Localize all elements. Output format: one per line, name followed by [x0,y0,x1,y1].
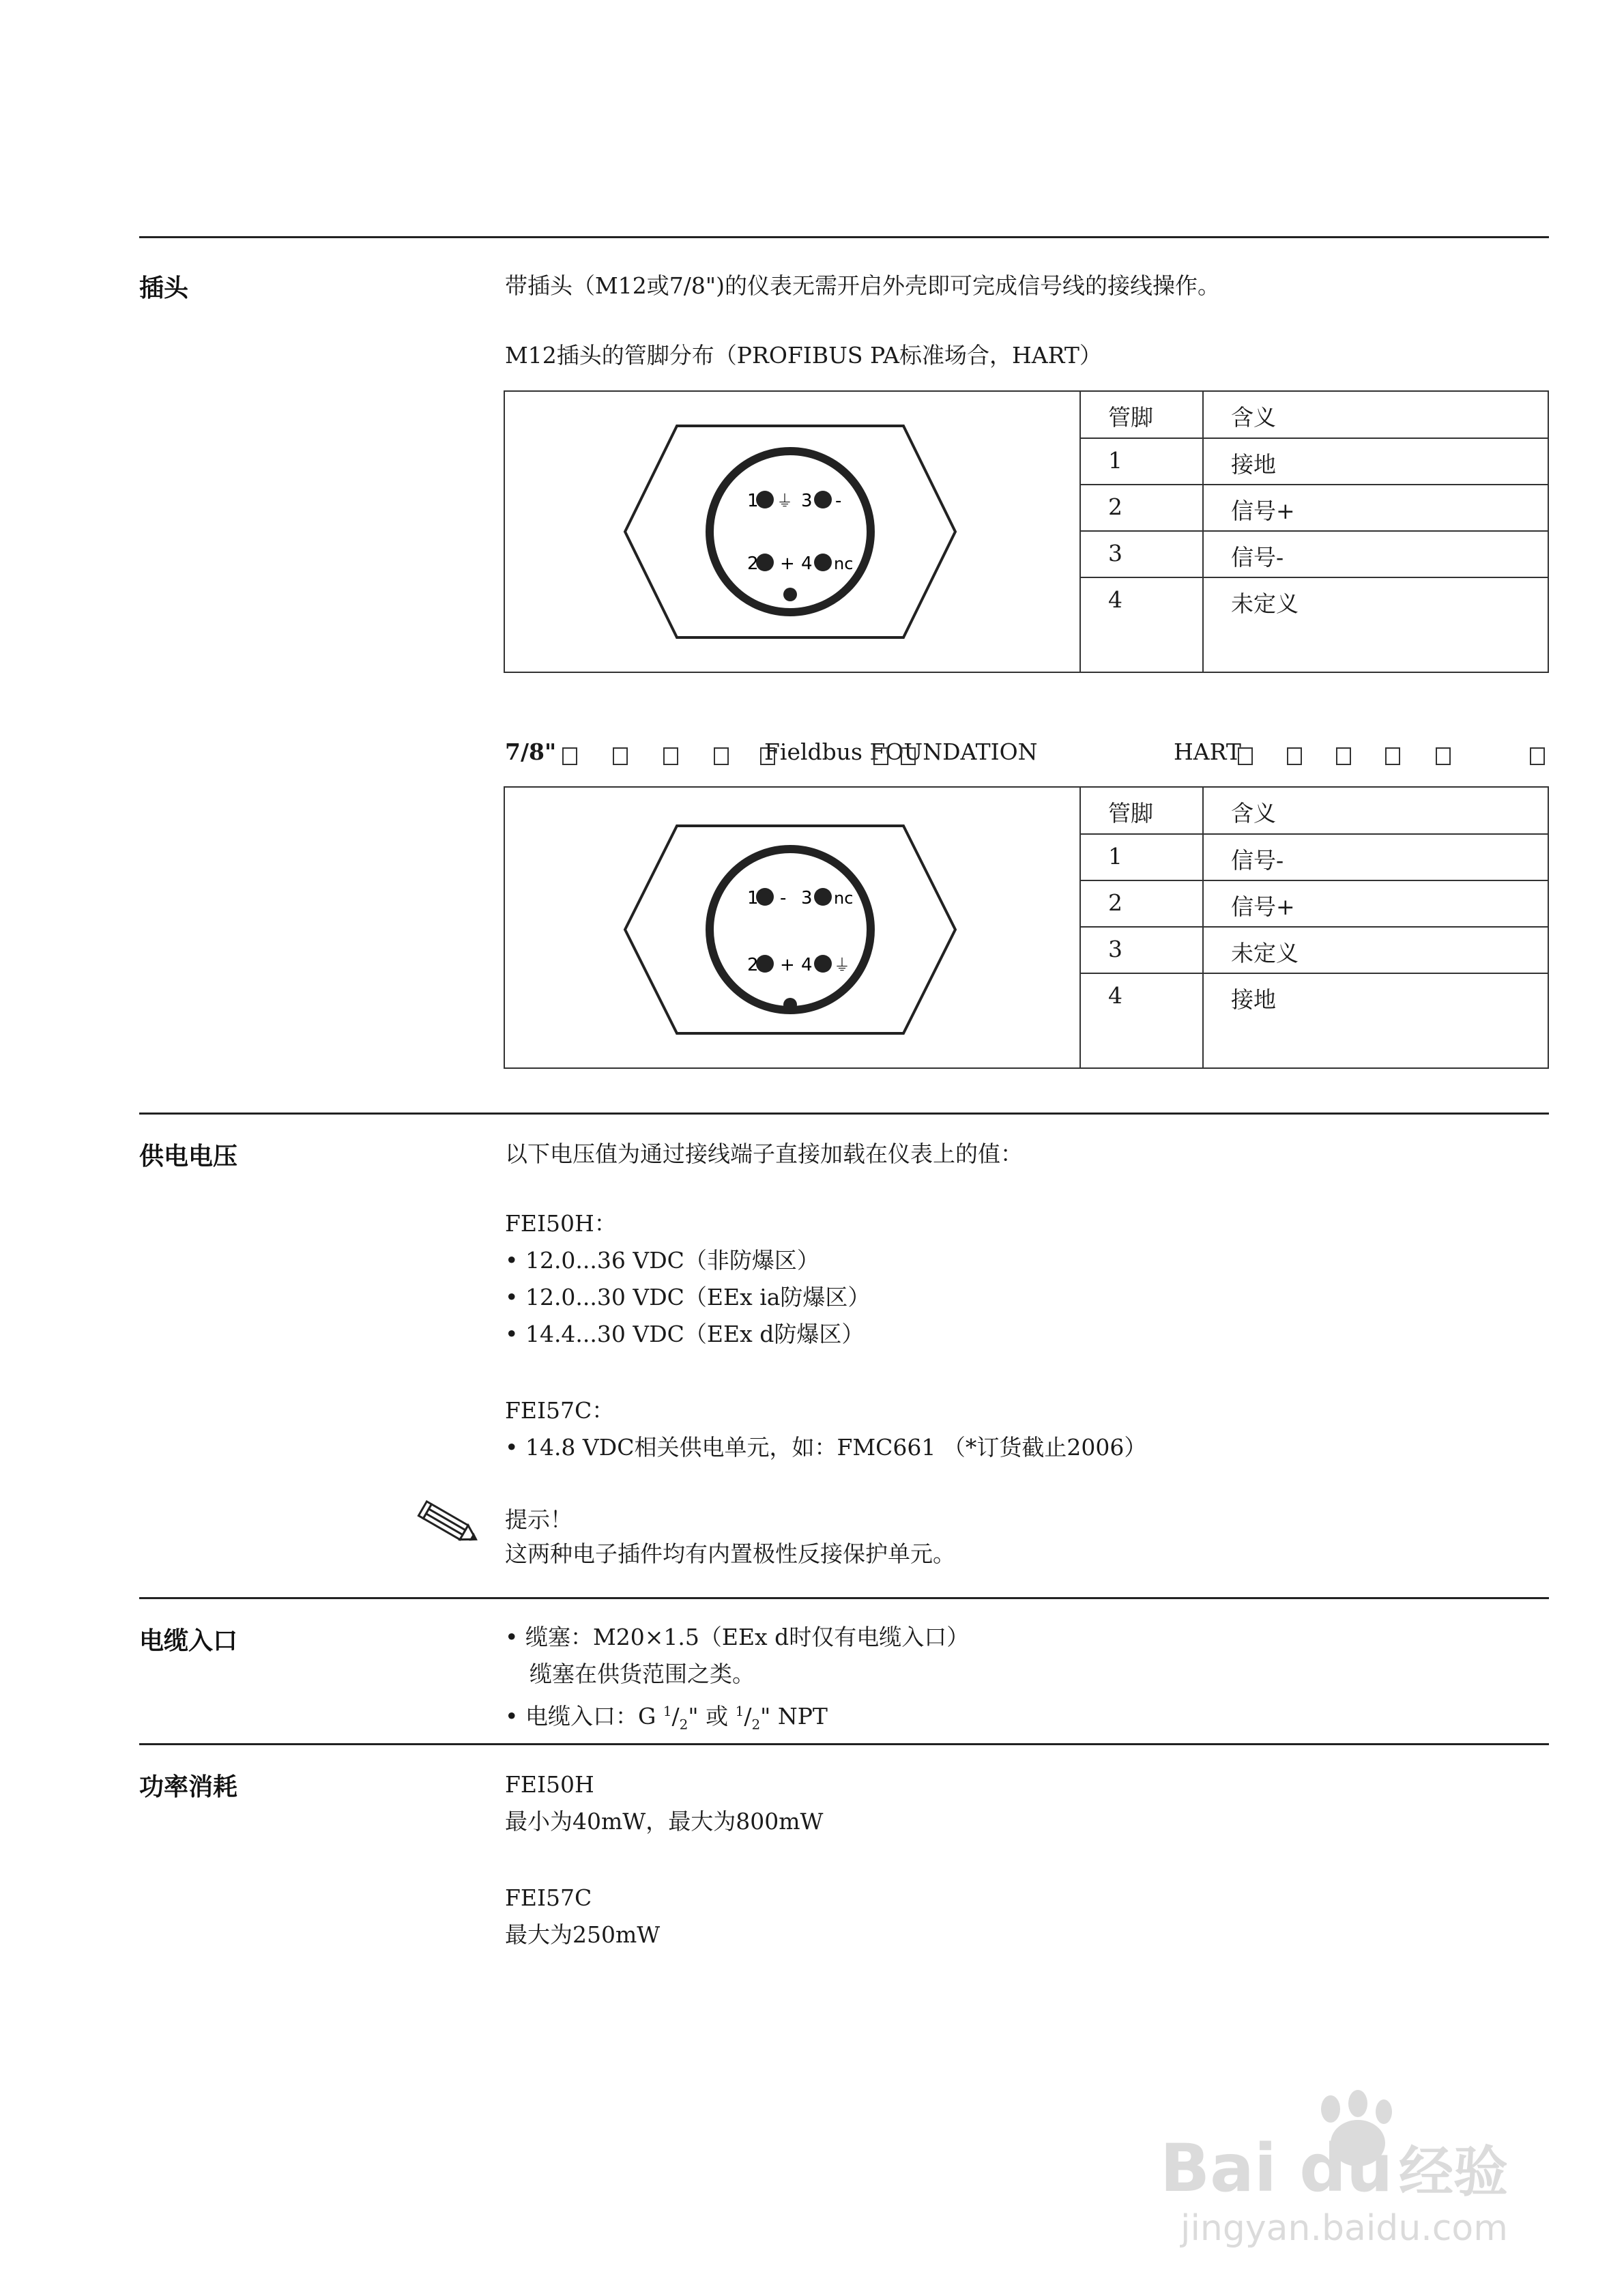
section-title-supply: 供电电压 [139,1143,238,1171]
pin2-symbol-78: + [780,955,795,975]
m12-pin4-symbol: nc [834,554,854,573]
cable-line2: 缆塞在供货范围之类。 [530,1661,755,1687]
divider-power [139,1743,1549,1745]
missing-glyph-box [1530,747,1545,765]
pin2-label-78: 2 [747,955,759,975]
m12-connector-figure [505,392,1081,672]
m12-pin-table [1081,392,1549,672]
table-cell: 未定义 [1203,577,1549,672]
m12-pin3-label: 3 [801,491,813,511]
table-cell: 信号+ [1203,485,1549,531]
missing-glyph-box [1336,747,1351,765]
cable-line3-prefix: • 电缆入口：G [505,1703,663,1730]
caption-78 [505,738,1556,773]
divider-top [139,236,1549,238]
missing-glyph-box [613,747,628,765]
missing-glyph-box [1287,747,1302,765]
supply-fei50h-label: FEI50H： [505,1210,617,1237]
table-cell: 未定义 [1203,927,1549,973]
connector-78-figure [505,788,1081,1067]
cable-line3-mid: " 或 [688,1703,736,1730]
m12-pin3-symbol: - [835,491,842,511]
watermark-jingyan: 经验 [1399,2140,1508,2204]
missing-glyph-box [663,747,678,765]
baidu-watermark [1153,2089,1535,2252]
table-cell: 接地 [1203,973,1549,1067]
pencil-note-icon [416,1499,484,1553]
supply-intro: 以下电压值为通过接线端子直接加载在仪表上的值： [505,1140,1023,1167]
missing-glyph-box [1385,747,1400,765]
list-item: • 14.8 VDC相关供电单元，如：FMC661 （*订货截止2006） [505,1434,1147,1461]
pin1-label-78: 1 [747,888,759,908]
m12-pin-box [504,390,1549,673]
plug-intro: 带插头（M12或7/8")的仪表无需开启外壳即可完成信号线的接线操作。 [505,272,1220,299]
pin-box-78 [504,786,1549,1069]
power-fei50h-value: 最小为40mW，最大为800mW [505,1808,824,1835]
section-title-power: 功率消耗 [139,1773,238,1801]
table-cell: 接地 [1203,438,1549,485]
section-title-plug: 插头 [139,274,189,302]
divider-supply [139,1113,1549,1115]
table-cell: 信号- [1203,531,1549,577]
divider-cable [139,1597,1549,1599]
missing-glyph-box [562,747,577,765]
fraction-denominator: 2 [751,1716,761,1733]
cable-line3: • 电缆入口：G $^1/_2$" 或 $^1/_2$" NPT [505,1703,828,1733]
table-cell: 信号- [1203,834,1549,880]
m12-caption: M12插头的管脚分布（PROFIBUS PA标准场合，HART） [505,342,1102,369]
pin4-label-78: 4 [801,955,813,975]
caption-78-fieldbus: Fieldbus FOUNDATION [764,738,1038,765]
m12-pin2-symbol: + [780,554,795,574]
table-header-meaning: 含义 [1231,800,1276,827]
m12-pin4-label: 4 [801,554,813,574]
missing-glyph-box [1238,747,1253,765]
missing-glyph-box [714,747,729,765]
watermark-url: jingyan.baidu.com [1180,2208,1508,2249]
m12-pin2-label: 2 [747,554,759,574]
fraction-denominator: 2 [679,1716,688,1733]
missing-glyph-box [873,747,888,765]
list-item: • 12.0...30 VDC（EEx ia防爆区） [505,1284,871,1310]
section-title-cable: 电缆入口 [139,1627,238,1655]
power-fei50h: FEI50H [505,1771,594,1798]
ground-icon: ⏚ [777,491,793,511]
table-cell: 4 [1081,577,1203,672]
table-header-meaning: 含义 [1231,404,1276,431]
table-cell: 2 [1081,485,1203,531]
note-title: 提示！ [505,1506,572,1533]
connector-78-drawing [505,788,1078,1067]
table-cell: 3 [1081,927,1203,973]
table-cell: 信号+ [1203,880,1549,927]
watermark-brand: Bai du [1160,2130,1393,2207]
table-cell: 2 [1081,880,1203,927]
pin3-label-78: 3 [801,888,813,908]
power-fei57c: FEI57C [505,1884,592,1911]
ground-icon: ⏚ [834,956,850,975]
table-header-pin: 管脚 [1081,788,1203,834]
pin-table-78 [1081,788,1549,1067]
m12-pin1-label: 1 [747,491,759,511]
pin3-symbol-78: nc [834,889,854,908]
cable-line1: • 缆塞：M20×1.5（EEx d时仅有电缆入口） [505,1624,970,1650]
cable-line3-suffix: " NPT [760,1703,828,1730]
power-fei57c-value: 最大为250mW [505,1921,661,1948]
m12-connector-drawing [505,392,1078,672]
table-header-pin: 管脚 [1081,392,1203,438]
table-cell: 4 [1081,973,1203,1067]
missing-glyph-box [901,747,916,765]
pin1-symbol-78: - [780,888,787,908]
note-text: 这两种电子插件均有内置极性反接保护单元。 [505,1540,955,1567]
supply-fei57c-label: FEI57C： [505,1397,615,1424]
missing-glyph-box [1436,747,1451,765]
table-cell: 3 [1081,531,1203,577]
list-item: • 12.0...36 VDC（非防爆区） [505,1247,820,1274]
table-cell: 1 [1081,834,1203,880]
list-item: • 14.4...30 VDC（EEx d防爆区） [505,1321,865,1347]
table-cell: 1 [1081,438,1203,485]
fraction-numerator: 1 [663,1703,672,1719]
caption-78-hart: HART [1174,738,1241,765]
fraction-numerator: 1 [735,1703,744,1719]
caption-78-prefix: 7/8" [505,738,557,765]
